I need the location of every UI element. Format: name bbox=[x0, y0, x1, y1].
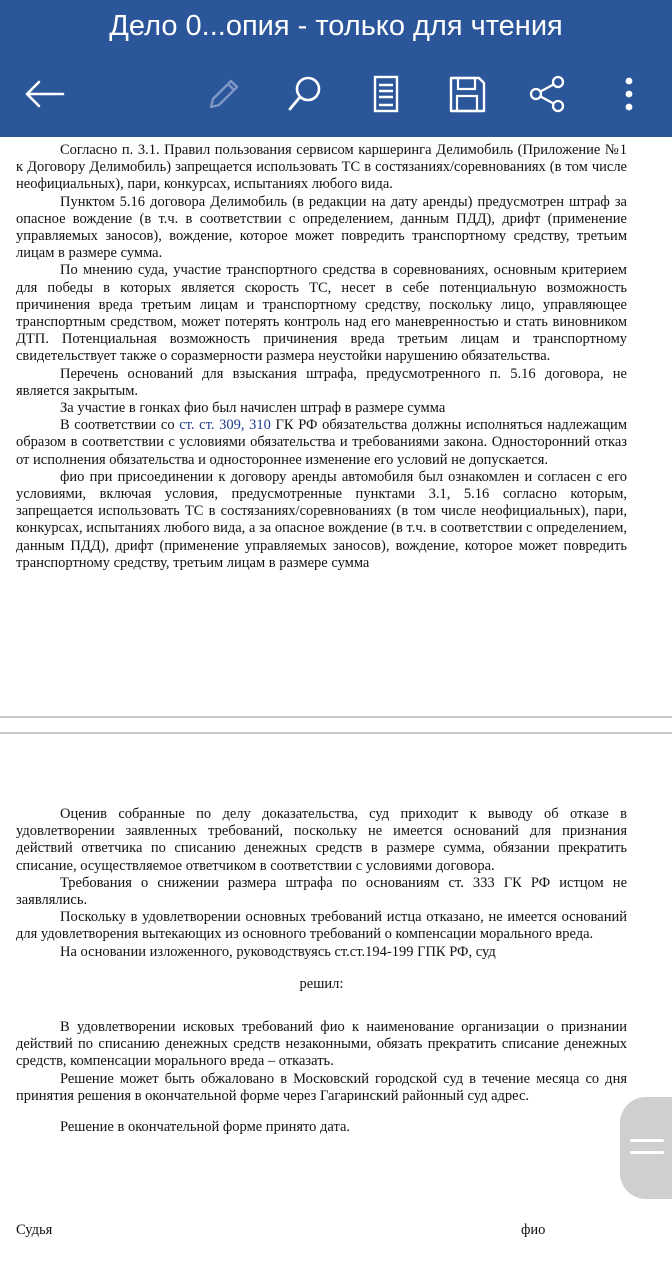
paragraph: Поскольку в удовлетворении основных требований истца отказано, не имеется оснований для удовлетворения вытекающих из основного требований о компенсации морального вреда. bbox=[16, 909, 627, 943]
reading-view-icon bbox=[368, 74, 404, 114]
decision-heading: решил: bbox=[299, 975, 344, 992]
pencil-icon bbox=[203, 74, 243, 114]
search-button[interactable] bbox=[281, 70, 329, 118]
share-icon bbox=[527, 74, 567, 114]
more-options-button[interactable] bbox=[605, 70, 653, 118]
paragraph: В соответствии со ст. ст. 309, 310 ГК РФ обязательства должны исполняться надлежащим образом в соответствии с условиями обязательства и требованиями закона. Односторонний отказ от исполнения обязательства и одностороннее изменение его условий не допускается. bbox=[16, 417, 627, 468]
law-article-link[interactable]: ст. ст. 309, 310 bbox=[179, 417, 271, 434]
paragraph: За участие в гонках фио был начислен штраф в размере сумма bbox=[60, 400, 446, 417]
judge-name: фио bbox=[521, 1222, 546, 1238]
paragraph: Перечень оснований для взыскания штрафа, предусмотренного п. 5.16 договора, не является закрытым. bbox=[16, 365, 627, 399]
save-icon bbox=[447, 74, 487, 114]
judge-label: Судья bbox=[16, 1222, 53, 1238]
page-separator bbox=[0, 716, 672, 734]
document-page-1[interactable] bbox=[0, 122, 672, 716]
paragraph: Требования о снижении размера штрафа по основаниям ст. 333 ГК РФ истцом не заявлялись. bbox=[16, 874, 627, 909]
paragraph: Решение может быть обжаловано в Московский городской суд в течение месяца со дня принятия решения в окончательной форме через Гагаринский районный суд адрес. bbox=[16, 1070, 627, 1104]
paragraph: По мнению суда, участие транспортного средства в соревнованиях, основным критерием для победы в которых является скорость ТС, несет в себе потенциальную возможность причинения вреда третьим лицам и транспортному средству, поскольку лицо, управляющее транспортным средством, может потерять контроль над его маневренностью и стать виновником ДТП. Потенциальная возможность причинения вреда третьим лицам и транспортному свидетельствует также о соразмерности размера неустойки нарушению обязательства. bbox=[16, 262, 627, 365]
paragraph: На основании изложенного, руководствуясь ст.ст.194-199 ГПК РФ, суд bbox=[60, 943, 496, 960]
edit-button[interactable] bbox=[199, 70, 247, 118]
handle-line bbox=[630, 1139, 664, 1142]
more-vertical-icon bbox=[619, 74, 639, 114]
handle-line bbox=[630, 1151, 664, 1154]
page2-text bbox=[16, 806, 627, 1136]
save-button[interactable] bbox=[443, 70, 491, 118]
final-statement: Решение в окончательной форме принято дата. bbox=[60, 1119, 351, 1136]
document-title: Дело 0...опия - только для чтения bbox=[109, 10, 563, 42]
paragraph: В удовлетворении исковых требований фио к наименование организации о признании действий по списанию денежных средств незаконными, обязать прекратить списание денежных средств, компенсации морального вреда – отказать. bbox=[16, 1019, 627, 1070]
page1-text bbox=[16, 142, 627, 572]
back-button[interactable] bbox=[20, 70, 68, 118]
document-page-2[interactable] bbox=[0, 734, 672, 1280]
paragraph: фио при присоединении к договору аренды автомобиля был ознакомлен и согласен с его условиями, включая условия, предусмотренные пунктами 3.1, 5.16 согласно которым, запрещается использовать ТС в состязаниях/соревнованиях (в том числе неофициальных), пари, конкурсах, испытаниях любого вида, а за опасное вождение (в т.ч. в соответствии с определением, данным ПДД), дрифт (применение управляемых заносов), вождение, которое может повредить транспортному средству, третьим лицам в размере сумма bbox=[16, 468, 627, 571]
back-arrow-icon bbox=[23, 79, 65, 109]
search-icon bbox=[285, 74, 325, 114]
paragraph: Согласно п. 3.1. Правил пользования сервисом каршеринга Делимобиль (Приложение №1 к Договору Делимобиль) запрещается использовать ТС в состязаниях/соревнованиях (в том числе неофициальных), пари, конкурсах, испытаниях любого вида. bbox=[16, 142, 627, 193]
reading-view-button[interactable] bbox=[362, 70, 410, 118]
app-header bbox=[0, 0, 672, 137]
scroll-handle[interactable] bbox=[620, 1097, 672, 1199]
paragraph: Оценив собранные по делу доказательства, суд приходит к выводу об отказе в удовлетворении заявленных требований, поскольку не имеется оснований для признания действий ответчика по списанию денежных средств в размере сумма, обязании прекратить списание, осуществляемое ответчиком в соответствии с условиями договора. bbox=[16, 806, 627, 874]
paragraph: Пунктом 5.16 договора Делимобиль (в редакции на дату аренды) предусмотрен штраф за опасное вождение (в т.ч. в соответствии с определением, данным ПДД), дрифт (применение управляемых заносов), вождение, которое может повредить транспортному средству, третьим лицам в размере сумма. bbox=[16, 193, 627, 262]
share-button[interactable] bbox=[523, 70, 571, 118]
